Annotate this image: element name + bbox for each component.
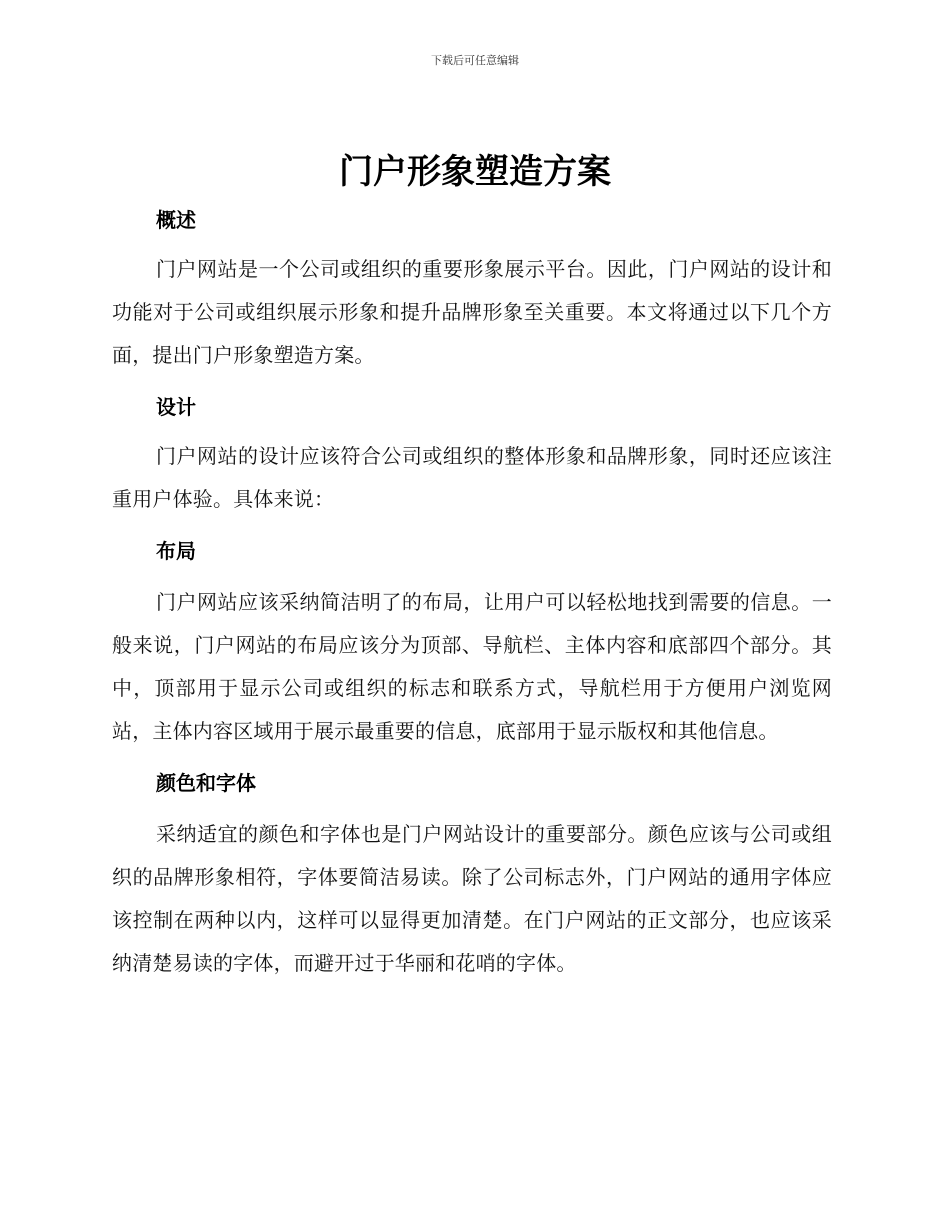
section-heading-layout: 布局 <box>156 539 196 563</box>
section-heading-overview: 概述 <box>156 208 196 232</box>
section-heading-color-font: 颜色和字体 <box>156 771 256 795</box>
section-heading-design: 设计 <box>156 395 196 419</box>
document-body <box>112 202 832 985</box>
section-paragraph-layout: 门户网站应该采纳简洁明了的布局，让用户可以轻松地找到需要的信息。一般来说，门户网站的布局应该分为顶部、导航栏、主体内容和底部四个部分。其中，顶部用于显示公司或组织的标志和联系方式，导航栏用于方便用户浏览网站，主体内容区域用于展示最重要的信息，底部用于显示版权和其他信息。 <box>112 590 832 743</box>
section-paragraph-color-font: 采纳适宜的颜色和字体也是门户网站设计的重要部分。颜色应该与公司或组织的品牌形象相符，字体要简洁易读。除了公司标志外，门户网站的通用字体应该控制在两种以内，这样可以显得更加清楚。在门户网站的正文部分，也应该采纳清楚易读的字体，而避开过于华丽和花哨的字体。 <box>112 822 832 975</box>
page-header-note: 下载后可任意编辑 <box>431 54 519 67</box>
document-title: 门户形象塑造方案 <box>339 152 611 192</box>
section-paragraph-design: 门户网站的设计应该符合公司或组织的整体形象和品牌形象，同时还应该注重用户体验。具体来说： <box>112 444 832 511</box>
section-paragraph-overview: 门户网站是一个公司或组织的重要形象展示平台。因此，门户网站的设计和功能对于公司或组织展示形象和提升品牌形象至关重要。本文将通过以下几个方面，提出门户形象塑造方案。 <box>112 257 832 367</box>
